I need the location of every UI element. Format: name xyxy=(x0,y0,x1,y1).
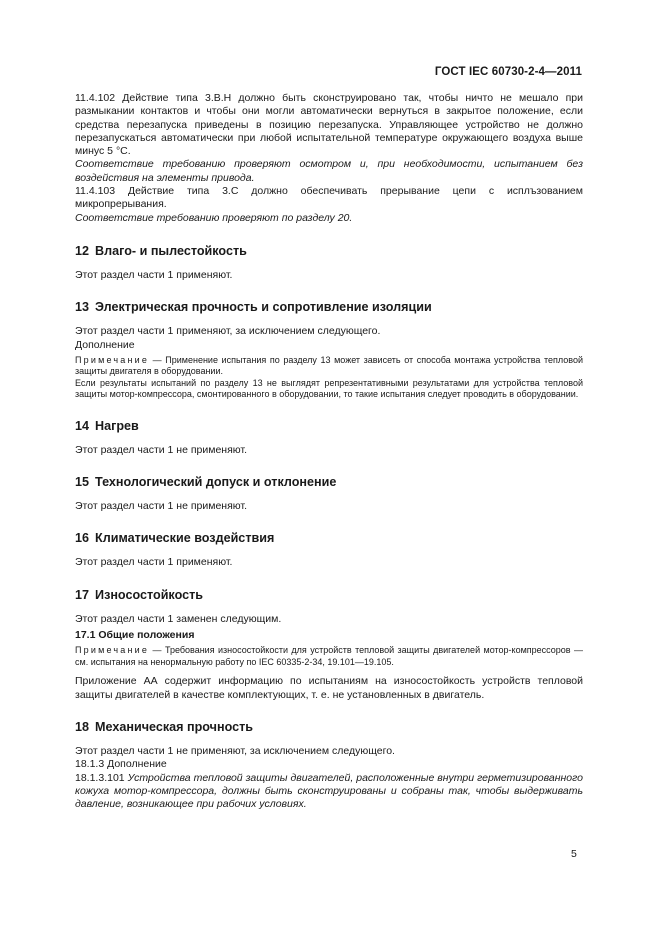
page-content xyxy=(75,92,583,811)
compliance-11-4-103: Соответствие требованию проверяют по разделу 20. xyxy=(75,211,353,224)
section-12-heading xyxy=(75,244,583,259)
section-13-title: Электрическая прочность и сопротивление изоляции xyxy=(95,300,432,315)
section-17-note xyxy=(75,645,583,668)
section-12-title: Влаго- и пылестойкость xyxy=(95,243,247,258)
section-15-text: Этот раздел части 1 не применяют. xyxy=(75,500,247,513)
section-18-heading xyxy=(75,720,583,735)
section-17-note-label: Примечание xyxy=(75,645,150,656)
section-17-number: 17 xyxy=(75,587,90,602)
section-15-heading xyxy=(75,475,583,490)
section-15-title: Технологический допуск и отклонение xyxy=(95,475,337,490)
section-14-number: 14 xyxy=(75,418,90,433)
paragraph-18-1-3-101 xyxy=(75,772,583,812)
section-13-addition: Дополнение xyxy=(75,338,135,351)
section-14-heading xyxy=(75,419,583,434)
section-13-note-label: Примечание xyxy=(75,354,150,365)
section-18-text: Этот раздел части 1 не применяют, за исключением следующего. xyxy=(75,744,395,757)
paragraph-11-4-103: 11.4.103 Действие типа 3.С должно обеспечивать прерывание цепи с исплъзованием микропрерывания. xyxy=(75,185,583,211)
section-18-number: 18 xyxy=(75,719,90,734)
section-13-note-text: — Применение испытания по разделу 13 может зависеть от способа монтажа устройства тепловой защиты двигателя в оборудовании. xyxy=(75,354,583,377)
section-14-title: Нагрев xyxy=(95,418,139,433)
section-15-number: 15 xyxy=(75,475,90,490)
paragraph-18-1-3-101-number: 18.1.3.101 xyxy=(75,771,125,784)
page-number: 5 xyxy=(571,848,577,860)
section-16-heading xyxy=(75,531,583,546)
section-17-heading xyxy=(75,588,583,603)
section-14-text: Этот раздел части 1 не применяют. xyxy=(75,443,247,456)
section-13-heading xyxy=(75,300,583,315)
document-header: ГОСТ IEC 60730-2-4—2011 xyxy=(434,66,582,78)
section-12-text: Этот раздел части 1 применяют. xyxy=(75,268,233,281)
paragraph-11-4-102: 11.4.102 Действие типа 3.B.H должно быть сконструировано так, чтобы ничто не мешало при размыкании контактов и чтобы они могли автоматически вернуться в закрытое положение, если средства перезапуска приведены в позицию перезапуска. Управляющее устройство не должно перезапускаться автоматически при любой испытательной температуре окружающего воздуха выше минус 5 °С. xyxy=(75,92,583,158)
section-17-text: Этот раздел части 1 заменен следующим. xyxy=(75,612,282,625)
compliance-11-4-102: Соответствие требованию проверяют осмотром и, при необходимости, испытанием без воздействия на элементы привода. xyxy=(75,158,583,184)
section-17-note-text: — Требования износостойкости для устройств тепловой защиты двигателей мотор-компрессоров — см. испытания на ненормальную работу по IEC 60335-2-34, 19.101—19.105. xyxy=(75,645,583,667)
section-12-number: 12 xyxy=(75,243,90,258)
section-16-number: 16 xyxy=(75,531,90,546)
paragraph-18-1-3-101-text: Устройства тепловой защиты двигателей, расположенные внутри герметизированного кожуха мотор-компрессора, должны быть сконструированы и собраны так, чтобы выдерживать давление, возникающее при рабочих условиях. xyxy=(75,771,583,811)
section-18-title: Механическая прочность xyxy=(95,719,254,734)
section-13-note xyxy=(75,355,583,378)
section-17-title: Износостойкость xyxy=(95,587,204,602)
subsection-17-1-title: 17.1 Общие положения xyxy=(75,629,195,642)
section-17-annex-text: Приложение АА содержит информацию по испытаниям на износостойкость устройств тепловой защиты двигателей в качестве комплектующих, т. е. не установленных в двигатель. xyxy=(75,675,583,701)
section-13-number: 13 xyxy=(75,300,90,315)
section-16-text: Этот раздел части 1 применяют. xyxy=(75,556,233,569)
section-16-title: Климатические воздействия xyxy=(95,531,275,546)
section-13-text: Этот раздел части 1 применяют, за исключением следующего. xyxy=(75,325,381,338)
section-13-note-2: Если результаты испытаний по разделу 13 не выглядят репрезентативными результатами для устройства тепловой защиты мотор-компрессора, смонтированного в оборудовании, то такие испытания следует проводить в оборудовании. xyxy=(75,377,583,400)
section-18-addition: 18.1.3 Дополнение xyxy=(75,758,167,771)
